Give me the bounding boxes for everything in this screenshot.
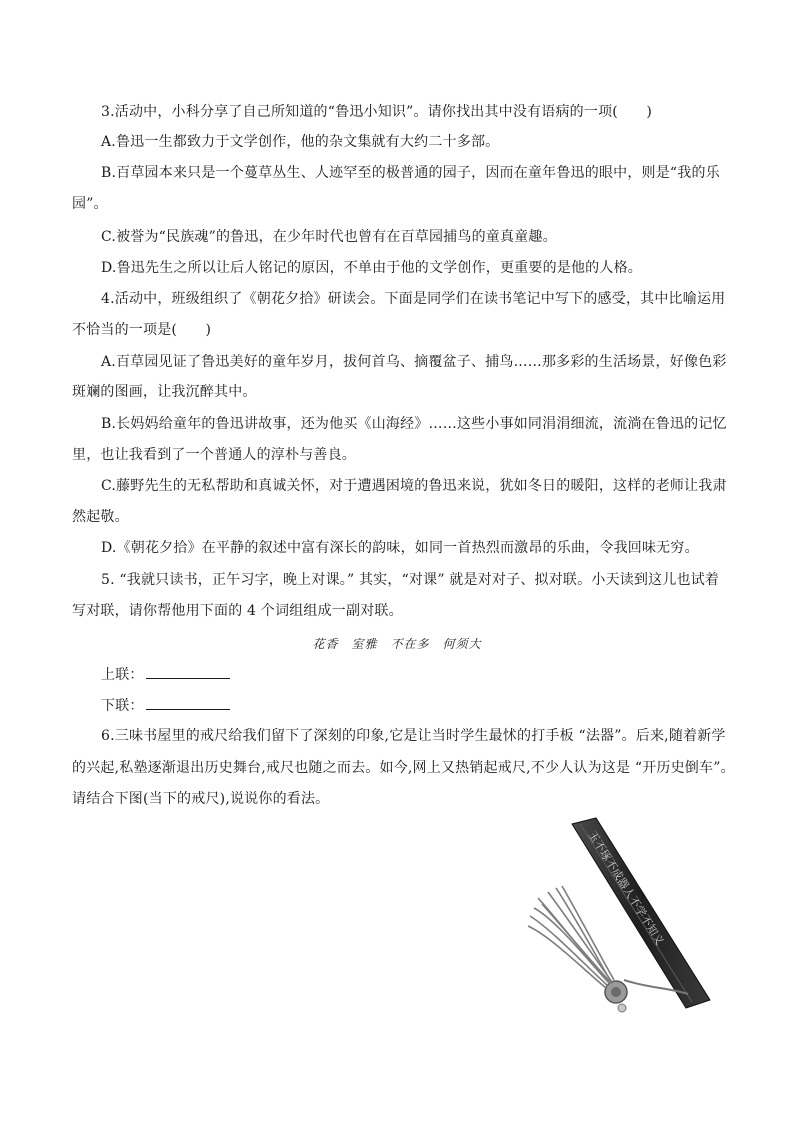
q4-option-b-line1: B.长妈妈给童年的鲁迅讲故事，还为他买《山海经》……这些小事如同涓涓细流，流淌在鲁迅的记忆 [101,416,727,432]
q5-stem-line1: 5. “我就只读书，正午习字，晚上对课。” 其实，“对课” 就是对对子、拟对联。小天读到这儿也试着 [101,572,720,588]
lower-couplet-label: 下联： [101,698,144,714]
q4-option-c-line2: 然起敬。 [72,509,129,525]
q3-option-b-line2: 园”。 [72,196,108,212]
ruler-engraving: 玉不琢不成器人不学不知义 [585,828,667,948]
q3-option-c: C.被誉为“民族魂”的鲁迅，在少年时代也曾有在百草园捕鸟的童真童趣。 [101,229,557,245]
q4-option-d: D.《朝花夕拾》在平静的叙述中富有深长的韵味，如同一首热烈而激昂的乐曲，令我回味无穷。 [101,540,699,556]
q5-stem-line2: 写对联，请你帮他用下面的 4 个词组组成一副对联。 [72,603,403,619]
q6-stem-line1: 6.三味书屋里的戒尺给我们留下了深刻的印象,它是让当时学生最怵的打手板 “法器”。后来,随着新学 [101,728,726,744]
q4-option-b-line2: 里，也让我看到了一个普通人的淳朴与善良。 [72,447,356,463]
q5-word-list: 花香 室雅 不在多 何须大 [312,637,482,651]
q3-option-d: D.鲁迅先生之所以让后人铭记的原因，不单由于他的文学创作，更重要的是他的人格。 [101,260,642,276]
upper-couplet-blank[interactable] [146,664,230,679]
q4-option-a-line2: 斑斓的图画，让我沉醉其中。 [72,384,257,400]
q4-stem-line2: 不恰当的一项是( ) [72,322,212,338]
tassel-strands [528,886,614,988]
q6-stem-line2: 的兴起,私塾逐渐退出历史舞台,戒尺也随之而去。如今,网上又热销起戒尺,不少人认为这是 “开历史倒车”。 [72,760,735,776]
q3-stem: 3.活动中，小科分享了自己所知道的“鲁迅小知识”。请你找出其中没有语病的一项( ) [101,104,652,120]
lower-couplet-blank[interactable] [146,695,230,710]
q3-option-a: A.鲁迅一生都致力于文学创作，他的杂文集就有大约二十多部。 [101,134,500,150]
q4-option-c-line1: C.藤野先生的无私帮助和真诚关怀，对于遭遇困境的鲁迅来说，犹如冬日的暖阳，这样的老师让我肃 [101,478,727,494]
q5-upper-couplet [101,664,230,685]
ruler-image [520,812,730,1032]
q6-stem-line3: 请结合下图(当下的戒尺),说说你的看法。 [72,791,330,807]
q4-stem-line1: 4.活动中，班级组织了《朝花夕拾》研读会。下面是同学们在读书笔记中写下的感受，其中比喻运用 [101,291,726,307]
q3-option-b-line1: B.百草园本来只是一个蔓草丛生、人迹罕至的极普通的园子，因而在童年鲁迅的眼中，则是“我的乐 [101,165,720,181]
q5-lower-couplet [101,695,230,716]
ruler-illustration [520,812,730,1032]
q4-option-a-line1: A.百草园见证了鲁迅美好的童年岁月，拔何首乌、摘覆盆子、捕鸟……那多彩的生活场景，好像色彩 [101,354,727,370]
upper-couplet-label: 上联： [101,667,144,683]
